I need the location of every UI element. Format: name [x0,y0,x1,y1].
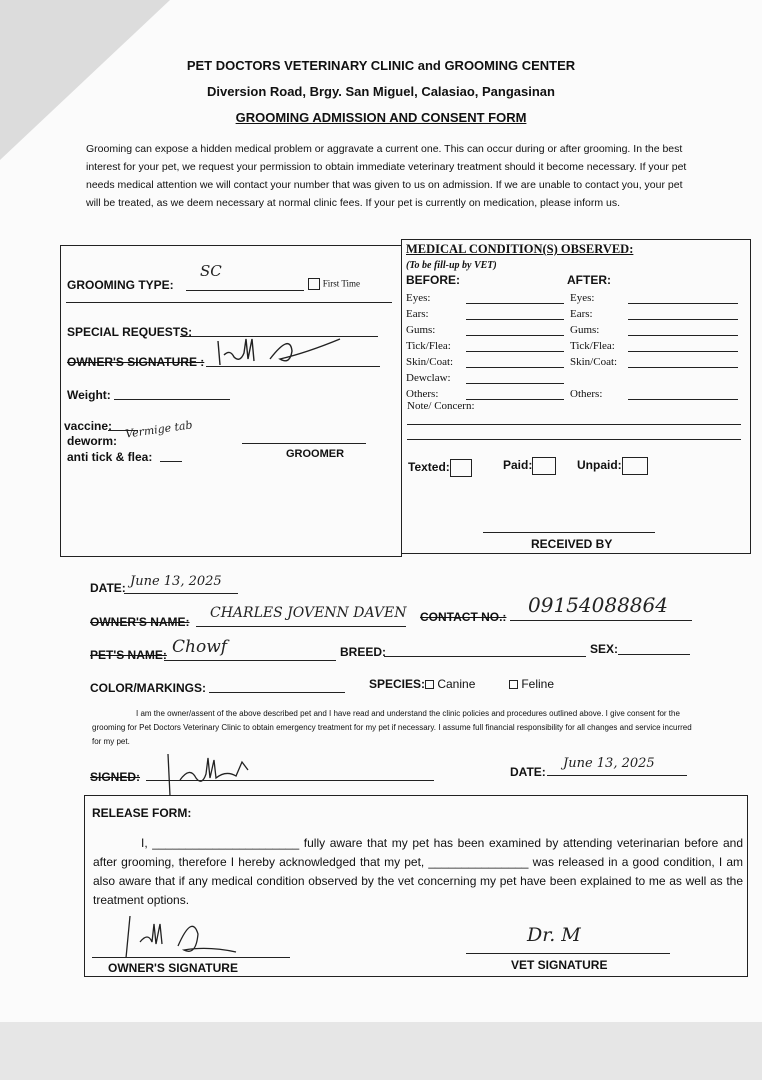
color-markings-field[interactable] [209,692,345,693]
after-item-field[interactable] [628,399,738,400]
release-owner-signature-label: OWNER'S SIGNATURE [108,961,238,975]
owner-name-field[interactable] [196,626,406,627]
before-item-field[interactable] [466,367,564,368]
after-item-field[interactable] [628,335,738,336]
before-item-field[interactable] [466,351,564,352]
after-item-label: Skin/Coat: [570,356,618,368]
before-item-label: Eyes: [406,292,431,304]
divider-line [66,302,392,303]
unpaid-option[interactable] [577,457,648,475]
after-item-label: Others: [570,388,603,400]
contact-value: 09154088864 [528,593,668,617]
groomer-label: GROOMER [286,448,345,460]
before-item-label: Gums: [406,324,436,336]
unpaid-label: Unpaid: [577,458,622,473]
groomer-signature-line[interactable] [242,443,366,444]
deworm-label: deworm: [67,434,118,448]
date2-field[interactable] [547,775,687,776]
paid-label: Paid: [503,458,533,473]
before-item-label: Ears: [406,308,429,320]
first-time-checkbox[interactable] [308,278,320,290]
vet-signature-line[interactable] [466,953,670,954]
owner-signature-drawing [210,333,350,371]
anti-tick-field[interactable] [160,461,182,462]
date2-value: June 13, 2025 [563,756,655,771]
medical-title: MEDICAL CONDITION(S) OBSERVED: [406,242,634,256]
note-line-2[interactable] [407,439,741,440]
owner-name-label: OWNER'S NAME: [90,615,190,629]
after-item-field[interactable] [628,367,738,368]
vet-signature-label: VET SIGNATURE [511,958,608,972]
unpaid-checkbox[interactable] [622,457,648,475]
feline-option[interactable] [509,677,554,691]
before-label: BEFORE: [406,273,460,287]
after-item-field[interactable] [628,351,738,352]
sex-field[interactable] [618,654,690,655]
grooming-type-label: GROOMING TYPE: [67,278,174,292]
grooming-type-value: SC [200,262,222,280]
medical-subtitle: (To be fill-up by VET) [406,260,497,271]
scan-bottom-margin [0,1022,762,1080]
weight-label: Weight: [67,388,111,402]
weight-field[interactable] [114,399,230,400]
contact-field[interactable] [510,620,692,621]
feline-checkbox[interactable] [509,680,518,689]
intro-paragraph: Grooming can expose a hidden medical problem or aggravate a current one. This can occur during or after grooming. In the best interest for your pet, we request your permission to obtain immediate veterinary treatment should it become necessary. If your pet needs medical attention we will contact your number that was given to us on admission. If we are unable to contact you, your pet will be treated, as we deem necessary at normal clinic fees. If your pet is currently on medication, please inform us. [86,143,687,209]
texted-checkbox[interactable] [450,459,472,477]
before-item-label: Tick/Flea: [406,340,451,352]
pet-name-label: PET'S NAME: [90,648,167,662]
date2-label: DATE: [510,765,546,779]
special-requests-label: SPECIAL REQUESTS: [67,325,193,339]
texted-label: Texted: [408,460,450,475]
form-title: GROOMING ADMISSION AND CONSENT FORM [235,110,527,125]
clinic-name: PET DOCTORS VETERINARY CLINIC and GROOMING CENTER [186,58,576,73]
before-item-field[interactable] [466,383,564,384]
before-item-field[interactable] [466,335,564,336]
deworm-value: Vermige tab [124,418,194,441]
texted-option[interactable] [408,459,472,477]
note-label: Note/ Concern: [407,400,475,412]
canine-label: Canine [437,677,476,691]
pet-name-field[interactable] [164,660,336,661]
vaccine-label: vaccine: [64,419,113,433]
vet-signature-value: Dr. M [527,924,581,946]
date-field[interactable] [124,593,238,594]
canine-option[interactable] [425,677,475,691]
received-by-line[interactable] [483,532,655,533]
release-form-title: RELEASE FORM: [92,806,192,820]
signed-label: SIGNED: [90,770,141,784]
before-item-field[interactable] [466,303,564,304]
release-owner-signature-line[interactable] [92,957,290,958]
first-time-option[interactable] [308,278,360,290]
owner-signature-label: OWNER'S SIGNATURE : [67,355,205,369]
grooming-type-field[interactable] [186,290,304,291]
folded-corner [0,0,170,160]
breed-label: BREED: [340,645,387,659]
paid-checkbox[interactable] [532,457,556,475]
received-by-label: RECEIVED BY [531,537,613,551]
after-item-label: Eyes: [570,292,595,304]
consent-paragraph: I am the owner/assent of the above described pet and I have read and understand the clinic policies and procedures outlined above. I give consent for the grooming for Pet Doctors Veterinary Clinic to obtain emergency treatment for my pet if necessary. I assume full financial responsibility for all changes and service incurred for my pet. [92,709,692,746]
breed-field[interactable] [384,656,586,657]
after-item-label: Ears: [570,308,593,320]
after-item-field[interactable] [628,319,738,320]
anti-tick-label: anti tick & flea: [67,450,153,464]
paid-option[interactable] [503,457,556,475]
first-time-label: First Time [322,278,361,289]
release-form-body: I, ______________________ fully aware that my pet has been examined by attending veterinarian before and after grooming, therefore I hereby acknowledged that my pet, _______________ was released in a good condition, I am also aware that if any medical condition observed by the vet concerning my pet have been explained to me as well as the treatment options. [93,836,743,907]
canine-checkbox[interactable] [425,680,434,689]
pet-name-value: Chowf [172,637,228,657]
after-label: AFTER: [567,273,611,287]
before-item-field[interactable] [466,319,564,320]
species-label: SPECIES: [369,677,426,691]
before-item-field[interactable] [466,399,564,400]
after-item-field[interactable] [628,303,738,304]
before-item-label: Skin/Coat: [406,356,454,368]
date-label: DATE: [90,581,126,595]
after-item-label: Gums: [570,324,600,336]
note-line-1[interactable] [407,424,741,425]
signed-signature-drawing [160,748,270,800]
after-item-label: Tick/Flea: [570,340,615,352]
contact-label: CONTACT NO.: [420,610,507,624]
date-value: June 13, 2025 [130,574,222,589]
clinic-address: Diversion Road, Brgy. San Miguel, Calasiao, Pangasinan [207,84,555,99]
color-markings-label: COLOR/MARKINGS: [90,681,206,695]
owner-name-value: CHARLES JOVENN DAVEN [210,605,407,621]
before-item-label: Others: [406,388,439,400]
release-owner-signature-drawing [118,912,248,967]
sex-label: SEX: [590,642,619,656]
before-item-label: Dewclaw: [406,372,451,384]
feline-label: Feline [521,677,555,691]
